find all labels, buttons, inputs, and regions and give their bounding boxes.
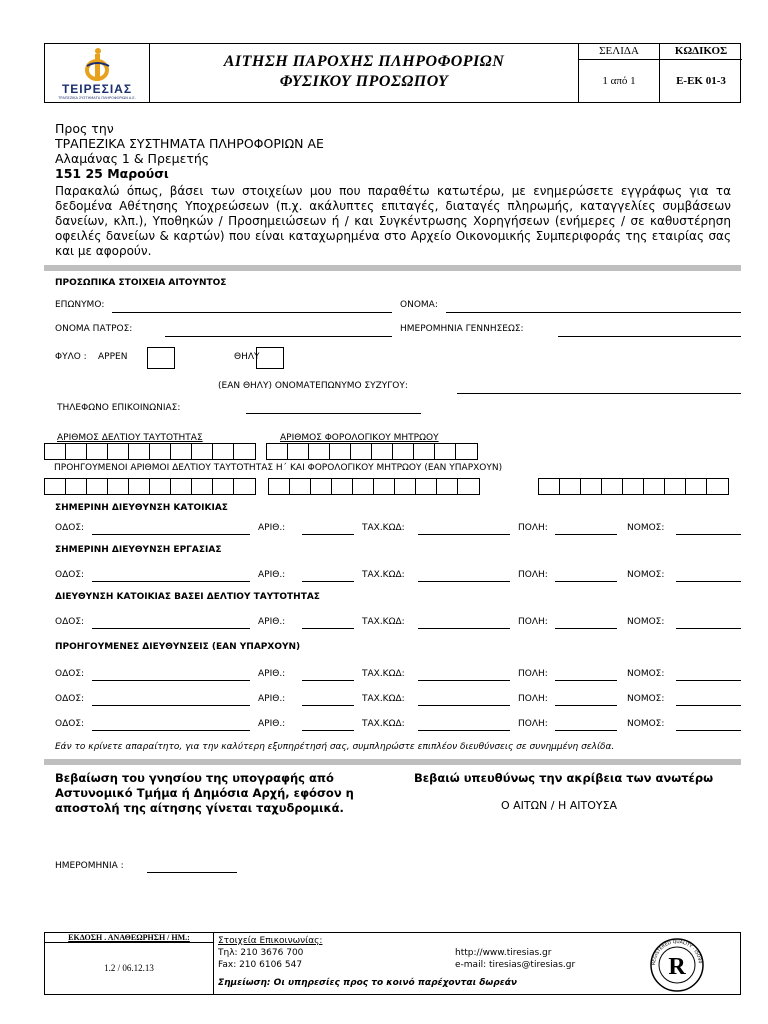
surname-label: ΕΠΩΝΥΜΟ: (55, 300, 105, 310)
city-label: ΠΟΛΗ: (518, 617, 548, 627)
street-field[interactable] (92, 730, 250, 731)
recipient-address (55, 121, 324, 181)
street-field[interactable] (92, 705, 250, 706)
number-field[interactable] (302, 730, 354, 731)
address-line-4: 151 25 Μαρούσι (55, 166, 169, 181)
code-value: Ε-ΕΚ 01-3 (676, 75, 726, 87)
male-label: ΑΡΡΕΝ (98, 352, 128, 362)
prefecture-field[interactable] (676, 534, 741, 535)
address-line-3: Αλαμάνας 1 & Πρεμετής (55, 151, 210, 166)
free-services-text: Σημείωση: Οι υπηρεσίες προς το κοινό παρέχονται δωρεάν (218, 978, 518, 988)
tax-number-boxes[interactable] (266, 443, 478, 460)
edition-label: ΕΚΔΟΣΗ . ΑΝΑΘΕΩΡΗΣΗ / ΗΜ.: (68, 933, 190, 942)
postcode-label: ΤΑΧ.ΚΩΔ: (362, 523, 405, 533)
city-field[interactable] (555, 534, 617, 535)
intro-paragraph: Παρακαλώ όπως, βάσει των στοιχείων μου που παραθέτω κατωτέρω, με ενημερώσετε εγγράφως για τα δεδομένα Αθέτησης Υποχρεώσεων (π.χ. ακάλυπτες επιταγές, διαταγές πληρωμής, καταγγελίες συμβάσεων δανείων, κλπ.), Υποθηκών / Προσημειώσεων ή / και Συγκέντρωσης Χορηγήσεων (ενήμερες / σε καθυστέρηση οφειλές δανείων & καρτών) που είναι καταχωρημένα στο Αρχείο Οικονομικής Συμπεριφοράς της εταιρίας σας και με αφορούν. (55, 184, 731, 258)
city-label: ΠΟΛΗ: (518, 523, 548, 533)
spouse-label: (ΕΑΝ ΘΗΛΥ) ΟΝΟΜΑΤΕΠΩΝΥΜΟ ΣΥΖΥΓΟΥ: (218, 381, 408, 391)
prefecture-field[interactable] (676, 730, 741, 731)
street-field[interactable] (92, 628, 250, 629)
number-label: ΑΡΙΘ.: (258, 570, 286, 580)
date-field[interactable] (147, 872, 237, 873)
city-label: ΠΟΛΗ: (518, 719, 548, 729)
male-checkbox[interactable] (147, 347, 175, 369)
section-divider (44, 265, 741, 271)
female-checkbox[interactable] (256, 347, 284, 369)
prefecture-field[interactable] (676, 581, 741, 582)
edition-value: 1.2 / 06.12.13 (104, 963, 154, 973)
number-label: ΑΡΙΘ.: (258, 719, 286, 729)
address-line-2: ΤΡΑΠΕΖΙΚΑ ΣΥΣΤΗΜΑΤΑ ΠΛΗΡΟΦΟΡΙΩΝ ΑΕ (55, 136, 324, 151)
work-address-title: ΣΗΜΕΡΙΝΗ ΔΙΕΥΘΥΝΣΗ ΕΡΓΑΣΙΑΣ (55, 545, 222, 555)
postcode-label: ΤΑΧ.ΚΩΔ: (362, 570, 405, 580)
previous-id-boxes-2[interactable] (268, 478, 480, 495)
declaration-text: Βεβαιώ υπευθύνως την ακρίβεια των ανωτέρω (414, 771, 714, 785)
father-field[interactable] (165, 336, 392, 337)
number-label: ΑΡΙΘ.: (258, 694, 286, 704)
postcode-label: ΤΑΧ.ΚΩΔ: (362, 669, 405, 679)
id-address-title: ΔΙΕΥΘΥΝΣΗ ΚΑΤΟΙΚΙΑΣ ΒΑΣΕΙ ΔΕΛΤΙΟΥ ΤΑΥΤΟΤΗΤΑΣ (55, 592, 320, 602)
postcode-label: ΤΑΧ.ΚΩΔ: (362, 694, 405, 704)
street-field[interactable] (92, 534, 250, 535)
phone-field[interactable] (246, 413, 421, 414)
page-label: ΣΕΛΙΔΑ (599, 45, 639, 57)
street-label: ΟΔΟΣ: (55, 719, 85, 729)
street-label: ΟΔΟΣ: (55, 570, 85, 580)
logo-subtext: ΤΡΑΠΕΖΙΚΑ ΣΥΣΤΗΜΑΤΑ ΠΛΗΡΟΦΟΡΙΩΝ Α.Ε. (58, 96, 136, 100)
quality-seal (649, 937, 705, 993)
street-label: ΟΔΟΣ: (55, 694, 85, 704)
number-field[interactable] (302, 534, 354, 535)
birthdate-field[interactable] (558, 336, 741, 337)
street-label: ΟΔΟΣ: (55, 523, 85, 533)
postcode-field[interactable] (418, 534, 510, 535)
prefecture-label: ΝΟΜΟΣ: (627, 523, 665, 533)
contact-email-link[interactable]: e-mail: tiresias@tiresias.gr (455, 960, 576, 970)
city-field[interactable] (555, 628, 617, 629)
prefecture-label: ΝΟΜΟΣ: (627, 694, 665, 704)
applicant-label: Ο ΑΙΤΩΝ / Η ΑΙΤΟΥΣΑ (501, 799, 618, 812)
tiresias-logo (47, 46, 147, 102)
code-label: ΚΩΔΙΚΟΣ (674, 45, 728, 57)
number-field[interactable] (302, 680, 354, 681)
postcode-label: ΤΑΧ.ΚΩΔ: (362, 719, 405, 729)
female-label: ΘΗΛΥ (234, 352, 260, 362)
postcode-field[interactable] (418, 680, 510, 681)
street-field[interactable] (92, 680, 250, 681)
city-field[interactable] (555, 730, 617, 731)
prefecture-label: ΝΟΜΟΣ: (627, 617, 665, 627)
phone-label: ΤΗΛΕΦΩΝΟ ΕΠΙΚΟΙΝΩΝΙΑΣ: (57, 403, 181, 413)
iso-seal-icon (649, 937, 705, 993)
id-number-boxes[interactable] (44, 443, 256, 460)
city-label: ΠΟΛΗ: (518, 669, 548, 679)
title-line-2: ΦΥΣΙΚΟΥ ΠΡΟΣΩΠΟΥ (279, 73, 449, 90)
postcode-label: ΤΑΧ.ΚΩΔ: (362, 617, 405, 627)
header-table (44, 43, 741, 103)
section-divider (44, 759, 741, 765)
page-value: 1 από 1 (602, 75, 636, 87)
home-address-title: ΣΗΜΕΡΙΝΗ ΔΙΕΥΘΥΝΣΗ ΚΑΤΟΙΚΙΑΣ (55, 503, 228, 513)
prefecture-label: ΝΟΜΟΣ: (627, 570, 665, 580)
contact-phone: Τηλ: 210 3676 700 (218, 948, 304, 958)
extra-addresses-note: Εάν το κρίνετε απαραίτητο, για την καλύτερη εξυπηρέτησή σας, συμπληρώστε επιπλέον διευθύνσεις σε συνημμένη σελίδα. (55, 742, 615, 752)
prefecture-label: ΝΟΜΟΣ: (627, 669, 665, 679)
date-label: ΗΜΕΡΟΜΗΝΙΑ : (55, 861, 124, 871)
postcode-field[interactable] (418, 705, 510, 706)
prefecture-field[interactable] (676, 628, 741, 629)
father-label: ΟΝΟΜΑ ΠΑΤΡΟΣ: (55, 324, 133, 334)
authenticity-note: Βεβαίωση του γνησίου της υπογραφής από Αστυνομικό Τμήμα ή Δημόσια Αρχή, εφόσον η αποστολή της αίτησης γίνεται ταχυδρομικά. (55, 771, 354, 815)
sex-label: ΦΥΛΟ : (55, 352, 87, 362)
number-label: ΑΡΙΘ.: (258, 617, 286, 627)
prefecture-field[interactable] (676, 680, 741, 681)
city-label: ΠΟΛΗ: (518, 694, 548, 704)
contact-title: Στοιχεία Επικοινωνίας: (218, 936, 323, 946)
previous-id-boxes-1[interactable] (44, 478, 256, 495)
title-line-1: ΑΙΤΗΣΗ ΠΑΡΟΧΗΣ ΠΛΗΡΟΦΟΡΙΩΝ (223, 53, 505, 70)
name-label: ΟΝΟΜΑ: (400, 300, 438, 310)
city-label: ΠΟΛΗ: (518, 570, 548, 580)
form-title (150, 52, 578, 92)
city-field[interactable] (555, 581, 617, 582)
personal-section-title: ΠΡΟΣΩΠΙΚΑ ΣΤΟΙΧΕΙΑ ΑΙΤΟΥΝΤΟΣ (55, 278, 227, 288)
number-field[interactable] (302, 705, 354, 706)
street-field[interactable] (92, 581, 250, 582)
postcode-field[interactable] (418, 581, 510, 582)
number-label: ΑΡΙΘ.: (258, 669, 286, 679)
postcode-field[interactable] (418, 628, 510, 629)
previous-addresses-title: ΠΡΟΗΓΟΥΜΕΝΕΣ ΔΙΕΥΘΥΝΣΕΙΣ (ΕΑΝ ΥΠΑΡΧΟΥΝ) (55, 642, 301, 652)
logo-text: ΤΕΙΡΕΣΙΑΣ (61, 82, 133, 96)
previous-numbers-label: ΠΡΟΗΓΟΥΜΕΝΟΙ ΑΡΙΘΜΟΙ ΔΕΛΤΙΟΥ ΤΑΥΤΟΤΗΤΑΣ Η΄ ΚΑΙ ΦΟΡΟΛΟΓΙΚΟΥ ΜΗΤΡΩΟΥ (ΕΑΝ ΥΠΑΡΧΟΥΝ) (54, 463, 503, 473)
spouse-field[interactable] (457, 393, 741, 394)
street-label: ΟΔΟΣ: (55, 669, 85, 679)
address-line-1: Προς την (55, 121, 114, 136)
logo-mark-icon (47, 46, 147, 84)
seal-letter: R (668, 954, 686, 980)
number-field[interactable] (302, 628, 354, 629)
prefecture-label: ΝΟΜΟΣ: (627, 719, 665, 729)
contact-web-link[interactable]: http://www.tiresias.gr (455, 948, 552, 958)
city-field[interactable] (555, 680, 617, 681)
id-number-label: ΑΡΙΘΜΟΣ ΔΕΛΤΙΟΥ ΤΑΥΤΟΤΗΤΑΣ (57, 433, 203, 443)
seal-ring-text: REGISTERED QUALITY · ISO90 (651, 939, 702, 966)
city-field[interactable] (555, 705, 617, 706)
tax-number-label: ΑΡΙΘΜΟΣ ΦΟΡΟΛΟΓΙΚΟΥ ΜΗΤΡΩΟΥ (280, 433, 439, 443)
surname-field[interactable] (112, 312, 392, 313)
free-services-note (218, 978, 517, 988)
number-field[interactable] (302, 581, 354, 582)
name-field[interactable] (446, 312, 741, 313)
prefecture-field[interactable] (676, 705, 741, 706)
number-label: ΑΡΙΘ.: (258, 523, 286, 533)
postcode-field[interactable] (418, 730, 510, 731)
contact-fax: Fax: 210 6106 547 (218, 960, 303, 970)
birthdate-label: ΗΜΕΡΟΜΗΝΙΑ ΓΕΝΝΗΣΕΩΣ: (400, 324, 524, 334)
street-label: ΟΔΟΣ: (55, 617, 85, 627)
previous-tax-boxes[interactable] (538, 478, 729, 495)
footer-table (44, 932, 741, 995)
